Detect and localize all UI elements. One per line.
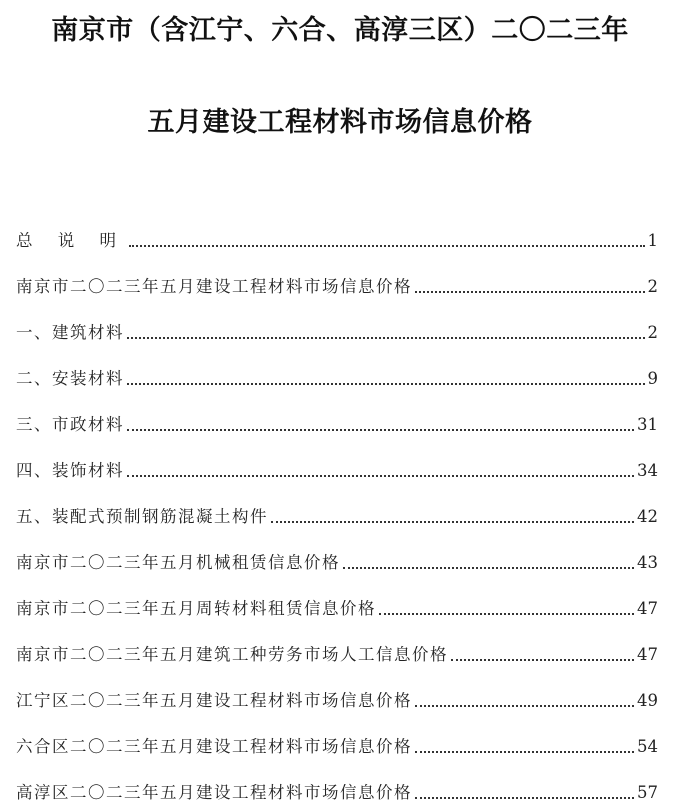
toc-entry-label: 六合区二〇二三年五月建设工程材料市场信息价格 — [16, 737, 412, 756]
toc-entry-page-number: 47 — [637, 599, 658, 618]
toc-entry-page-number: 43 — [637, 553, 658, 572]
toc-entry-page-number: 34 — [637, 461, 658, 480]
toc-entry-label: 南京市二〇二三年五月建设工程材料市场信息价格 — [16, 277, 412, 296]
dot-leader — [127, 383, 645, 385]
toc-entry-building-materials — [16, 298, 658, 344]
toc-entry-page-number: 47 — [637, 645, 658, 664]
toc-entry-page-number: 42 — [637, 507, 658, 526]
toc-entry-label: 南京市二〇二三年五月建筑工种劳务市场人工信息价格 — [16, 645, 448, 664]
toc-entry-label: 五、装配式预制钢筋混凝土构件 — [16, 507, 268, 526]
toc-entry-general-notes — [16, 206, 658, 252]
toc-entry-page-number: 2 — [647, 323, 658, 342]
toc-entry-page-number: 9 — [647, 369, 658, 388]
toc-entry-labor-prices — [16, 620, 658, 666]
toc-entry-page-number: 1 — [647, 231, 658, 250]
toc-entry-label: 一、建筑材料 — [16, 323, 124, 342]
toc-entry-label: 南京市二〇二三年五月周转材料租赁信息价格 — [16, 599, 376, 618]
toc-entry-municipal-materials — [16, 390, 658, 436]
table-of-contents — [16, 206, 658, 804]
document-title-line-2: 五月建设工程材料市场信息价格 — [147, 107, 533, 138]
toc-entry-page-number: 49 — [637, 691, 658, 710]
toc-entry-installation-materials — [16, 344, 658, 390]
dot-leader — [127, 475, 634, 477]
toc-entry-label: 南京市二〇二三年五月机械租赁信息价格 — [16, 553, 340, 572]
toc-entry-label: 江宁区二〇二三年五月建设工程材料市场信息价格 — [16, 691, 412, 710]
dot-leader — [415, 705, 634, 707]
dot-leader — [415, 291, 645, 293]
toc-entry-turnover-materials-rental — [16, 574, 658, 620]
dot-leader — [451, 659, 634, 661]
toc-entry-page-number: 57 — [637, 783, 658, 802]
toc-entry-machinery-rental — [16, 528, 658, 574]
dot-leader — [127, 337, 645, 339]
toc-entry-label: 四、装饰材料 — [16, 461, 124, 480]
toc-entry-label: 二、安装材料 — [16, 369, 124, 388]
dot-leader — [129, 245, 645, 247]
toc-entry-nanjing-materials — [16, 252, 658, 298]
document-title-line-1: 南京市（含江宁、六合、高淳三区）二〇二三年 — [51, 15, 629, 46]
dot-leader — [415, 751, 634, 753]
toc-entry-decoration-materials — [16, 436, 658, 482]
dot-leader — [127, 429, 634, 431]
toc-entry-label: 高淳区二〇二三年五月建设工程材料市场信息价格 — [16, 783, 412, 802]
toc-entry-page-number: 54 — [637, 737, 658, 756]
toc-entry-label: 总 说 明 — [16, 231, 126, 250]
toc-entry-jiangning-materials — [16, 666, 658, 712]
toc-entry-page-number: 31 — [637, 415, 658, 434]
dot-leader — [379, 613, 634, 615]
toc-entry-page-number: 2 — [647, 277, 658, 296]
toc-entry-label: 三、市政材料 — [16, 415, 124, 434]
toc-entry-luhe-materials — [16, 712, 658, 758]
dot-leader — [415, 797, 634, 799]
toc-entry-precast-concrete — [16, 482, 658, 528]
dot-leader — [343, 567, 634, 569]
dot-leader — [271, 521, 634, 523]
toc-entry-gaochun-materials — [16, 758, 658, 804]
